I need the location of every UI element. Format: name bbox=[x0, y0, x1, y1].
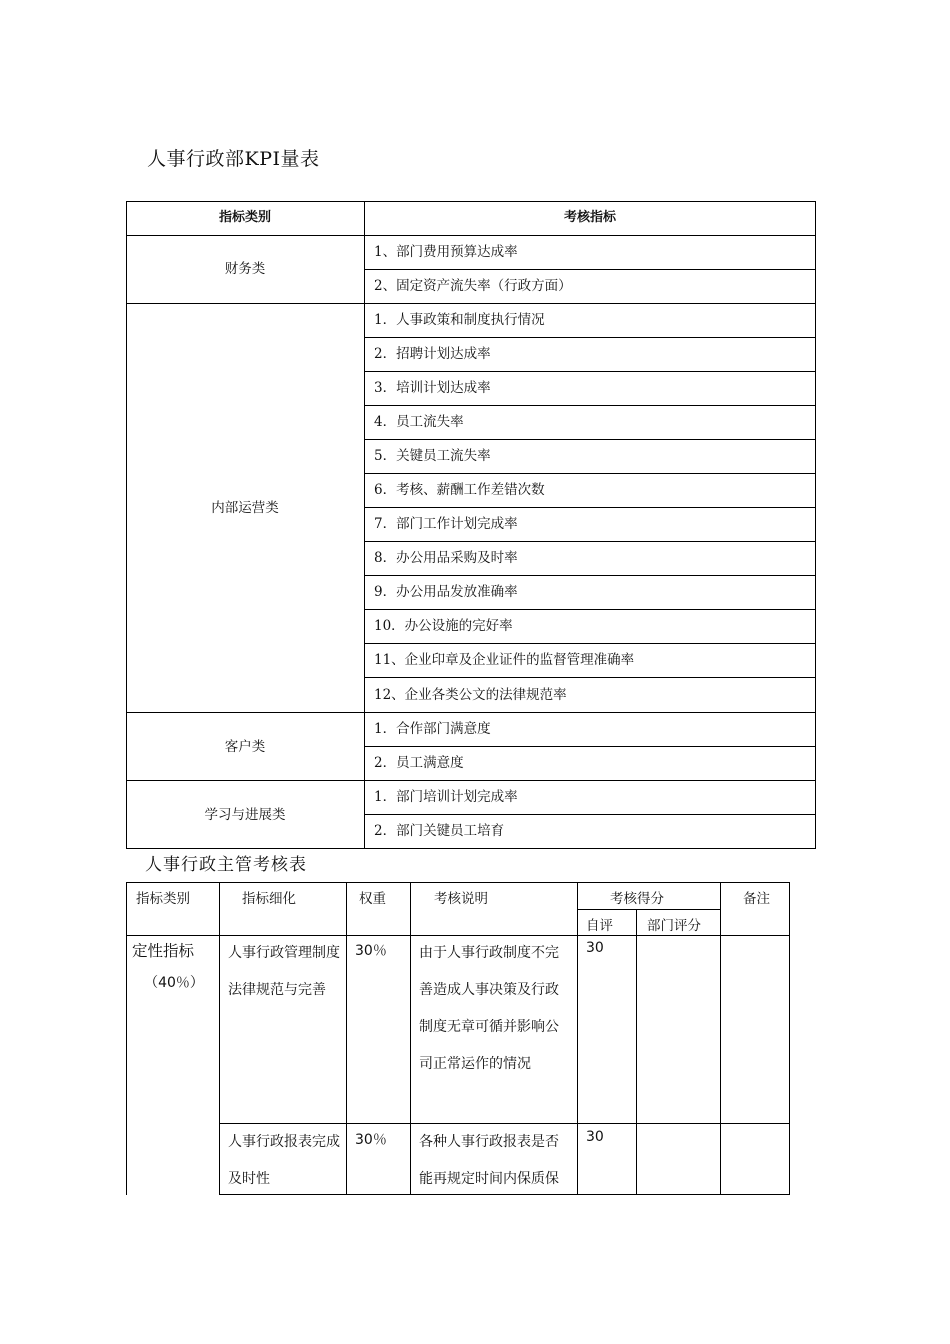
row-description: 由于人事行政制度不完善造成人事决策及行政制度无章可循并影响公司正常运作的情况 bbox=[419, 945, 559, 1072]
category-finance: 财务类 bbox=[224, 261, 266, 277]
page-title: 人事行政部KPI量表 bbox=[147, 148, 320, 170]
assessment-table bbox=[126, 882, 791, 1197]
kpi-item: 6．考核、薪酬工作差错次数 bbox=[374, 482, 545, 498]
kpi-item: 4．员工流失率 bbox=[374, 414, 464, 430]
kpi-item: 1．合作部门满意度 bbox=[374, 721, 491, 737]
kpi-item: 8．办公用品采购及时率 bbox=[374, 550, 518, 566]
category-qualitative: 定性指标 bbox=[132, 942, 195, 960]
kpi-item: 2、固定资产流失率（行政方面） bbox=[374, 278, 572, 294]
row-detail: 人事行政报表完成及时性 bbox=[228, 1134, 340, 1187]
header-score: 考核得分 bbox=[610, 891, 664, 907]
kpi-item: 1、部门费用预算达成率 bbox=[374, 244, 518, 260]
row-self-score: 30 bbox=[586, 1129, 604, 1145]
header-self-score: 自评 bbox=[586, 918, 613, 934]
header-category: 指标类别 bbox=[218, 210, 271, 225]
kpi-table bbox=[126, 201, 816, 849]
kpi-item: 9．办公用品发放准确率 bbox=[374, 584, 518, 600]
category-customer: 客户类 bbox=[224, 739, 266, 755]
header-indicator: 考核指标 bbox=[563, 210, 616, 225]
header-detail: 指标细化 bbox=[242, 891, 296, 907]
header-note: 备注 bbox=[743, 891, 770, 907]
category-learning: 学习与进展类 bbox=[204, 807, 286, 823]
row-self-score: 30 bbox=[586, 940, 604, 956]
kpi-item: 2．招聘计划达成率 bbox=[374, 346, 491, 362]
kpi-item: 3．培训计划达成率 bbox=[374, 380, 491, 396]
kpi-item: 1．人事政策和制度执行情况 bbox=[374, 312, 545, 328]
section-title: 人事行政主管考核表 bbox=[145, 855, 307, 875]
kpi-item: 2．部门关键员工培育 bbox=[374, 823, 505, 839]
kpi-item: 10．办公设施的完好率 bbox=[374, 618, 513, 634]
kpi-item: 7．部门工作计划完成率 bbox=[374, 516, 518, 532]
row-description: 各种人事行政报表是否能再规定时间内保质保 bbox=[419, 1134, 559, 1187]
category-internal-ops: 内部运营类 bbox=[211, 500, 279, 516]
header-description: 考核说明 bbox=[434, 891, 488, 907]
kpi-item: 12、企业各类公文的法律规范率 bbox=[374, 687, 567, 703]
kpi-item: 2．员工满意度 bbox=[374, 755, 464, 771]
header-category: 指标类别 bbox=[136, 891, 190, 907]
category-percentage: （40％） bbox=[144, 975, 204, 991]
kpi-item: 11、企业印章及企业证件的监督管理准确率 bbox=[374, 652, 635, 668]
row-weight: 30％ bbox=[355, 1132, 387, 1148]
kpi-item: 5．关键员工流失率 bbox=[374, 448, 491, 464]
row-weight: 30％ bbox=[355, 943, 387, 959]
kpi-item: 1．部门培训计划完成率 bbox=[374, 789, 518, 805]
header-weight: 权重 bbox=[359, 891, 386, 907]
row-detail: 人事行政管理制度法律规范与完善 bbox=[228, 945, 340, 998]
header-dept-score: 部门评分 bbox=[647, 918, 701, 934]
